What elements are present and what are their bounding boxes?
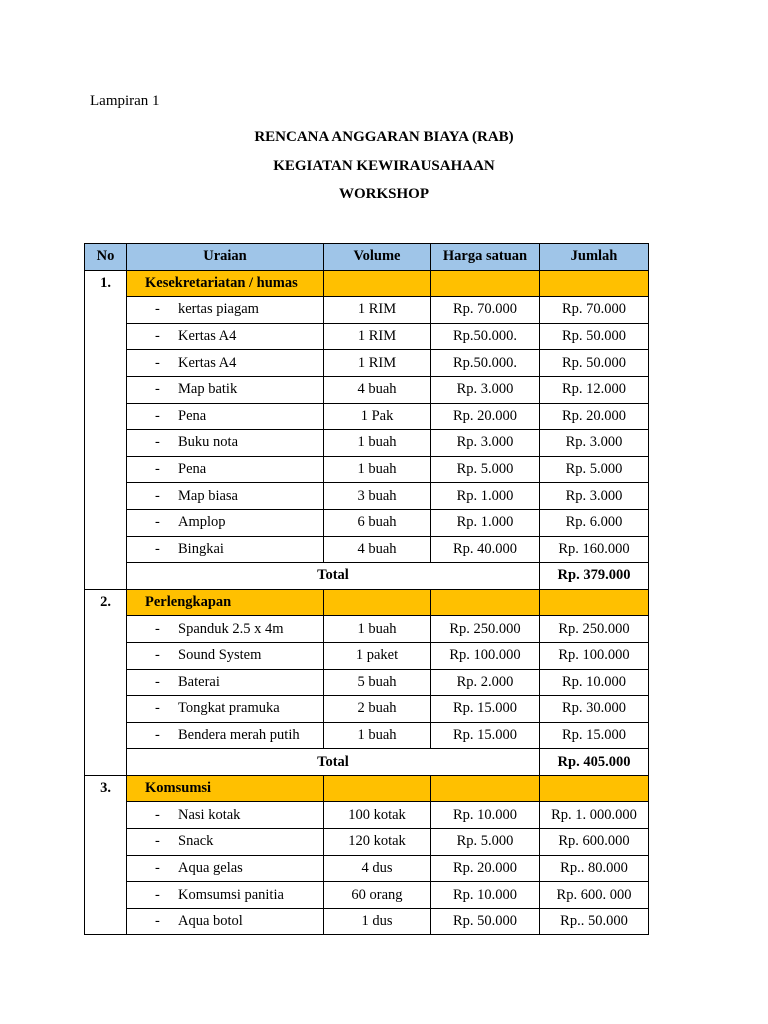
table-row [85, 323, 649, 350]
table-row [85, 642, 649, 669]
item-harga-satuan: Rp. 15.000 [431, 696, 540, 723]
total-row [85, 749, 649, 776]
item-harga-satuan: Rp. 3.000 [431, 430, 540, 457]
item-volume: 60 orang [324, 882, 431, 909]
table-row [85, 669, 649, 696]
item-volume: 6 buah [324, 509, 431, 536]
item-jumlah: Rp. 160.000 [540, 536, 649, 563]
header-harga-satuan: Harga satuan [431, 244, 540, 271]
budget-table [84, 243, 649, 935]
item-dash: - [155, 434, 160, 451]
item-name: Aqua botol [178, 913, 243, 930]
item-name: Spanduk 2.5 x 4m [178, 620, 284, 637]
item-volume: 1 RIM [324, 323, 431, 350]
section-volume-cell [324, 589, 431, 616]
table-row [85, 483, 649, 510]
section-row [85, 270, 649, 297]
table-row [85, 908, 649, 935]
item-jumlah: Rp. 50.000 [540, 323, 649, 350]
item-volume: 2 buah [324, 696, 431, 723]
item-volume: 1 paket [324, 642, 431, 669]
table-row [85, 297, 649, 324]
item-uraian [127, 323, 324, 350]
item-harga-satuan: Rp. 5.000 [431, 456, 540, 483]
item-dash: - [155, 301, 160, 318]
section-jumlah-cell [540, 775, 649, 802]
item-harga-satuan: Rp. 15.000 [431, 722, 540, 749]
section-harga-cell [431, 775, 540, 802]
item-name: Pena [178, 407, 207, 424]
item-uraian [127, 456, 324, 483]
item-volume: 1 dus [324, 908, 431, 935]
item-volume: 5 buah [324, 669, 431, 696]
item-dash: - [155, 886, 160, 903]
table-row [85, 403, 649, 430]
item-uraian [127, 855, 324, 882]
item-name: Map biasa [178, 487, 238, 504]
item-jumlah: Rp. 70.000 [540, 297, 649, 324]
item-harga-satuan: Rp. 3.000 [431, 376, 540, 403]
item-harga-satuan: Rp. 10.000 [431, 802, 540, 829]
item-jumlah: Rp. 1. 000.000 [540, 802, 649, 829]
section-number: 2. [85, 589, 127, 775]
item-harga-satuan: Rp. 100.000 [431, 642, 540, 669]
section-row [85, 775, 649, 802]
header-volume: Volume [324, 244, 431, 271]
item-jumlah: Rp. 20.000 [540, 403, 649, 430]
item-jumlah: Rp. 50.000 [540, 350, 649, 377]
section-harga-cell [431, 589, 540, 616]
table-row [85, 882, 649, 909]
section-title: Komsumsi [127, 775, 324, 802]
section-title: Perlengkapan [127, 589, 324, 616]
item-harga-satuan: Rp. 250.000 [431, 616, 540, 643]
item-uraian [127, 430, 324, 457]
section-harga-cell [431, 270, 540, 297]
item-harga-satuan: Rp. 1.000 [431, 483, 540, 510]
header-uraian: Uraian [127, 244, 324, 271]
item-dash: - [155, 540, 160, 557]
item-jumlah: Rp. 600.000 [540, 829, 649, 856]
item-jumlah: Rp. 10.000 [540, 669, 649, 696]
item-name: Kertas A4 [178, 328, 237, 345]
item-dash: - [155, 673, 160, 690]
item-name: Pena [178, 461, 207, 478]
item-harga-satuan: Rp. 50.000 [431, 908, 540, 935]
table-row [85, 855, 649, 882]
section-volume-cell [324, 775, 431, 802]
item-harga-satuan: Rp.50.000. [431, 350, 540, 377]
item-jumlah: Rp. 5.000 [540, 456, 649, 483]
document-title: RENCANA ANGGARAN BIAYA (RAB) [254, 129, 514, 145]
item-volume: 120 kotak [324, 829, 431, 856]
table-row [85, 696, 649, 723]
item-volume: 1 buah [324, 722, 431, 749]
header-jumlah: Jumlah [540, 244, 649, 271]
item-uraian [127, 536, 324, 563]
item-uraian [127, 616, 324, 643]
section-row [85, 589, 649, 616]
total-row [85, 563, 649, 590]
item-uraian [127, 403, 324, 430]
item-name: Buku nota [178, 434, 239, 451]
table-row [85, 722, 649, 749]
item-volume: 1 Pak [324, 403, 431, 430]
table-row [85, 509, 649, 536]
item-uraian [127, 509, 324, 536]
item-name: Bingkai [178, 540, 224, 557]
table-row [85, 376, 649, 403]
table-row [85, 829, 649, 856]
item-harga-satuan: Rp. 20.000 [431, 403, 540, 430]
item-volume: 1 RIM [324, 350, 431, 377]
item-uraian [127, 297, 324, 324]
item-uraian [127, 722, 324, 749]
table-row [85, 802, 649, 829]
item-name: Snack [178, 833, 214, 850]
item-name: Aqua gelas [178, 859, 243, 876]
item-volume: 1 buah [324, 616, 431, 643]
item-uraian [127, 882, 324, 909]
item-uraian [127, 376, 324, 403]
item-jumlah: Rp.. 50.000 [540, 908, 649, 935]
item-volume: 1 buah [324, 430, 431, 457]
item-volume: 1 buah [324, 456, 431, 483]
item-harga-satuan: Rp. 2.000 [431, 669, 540, 696]
item-harga-satuan: Rp. 20.000 [431, 855, 540, 882]
item-dash: - [155, 913, 160, 930]
item-volume: 1 RIM [324, 297, 431, 324]
table-row [85, 430, 649, 457]
item-jumlah: Rp. 15.000 [540, 722, 649, 749]
item-dash: - [155, 647, 160, 664]
item-dash: - [155, 859, 160, 876]
item-volume: 4 buah [324, 536, 431, 563]
item-jumlah: Rp. 30.000 [540, 696, 649, 723]
item-dash: - [155, 487, 160, 504]
section-number: 3. [85, 775, 127, 935]
item-dash: - [155, 381, 160, 398]
total-value: Rp. 379.000 [540, 563, 649, 590]
total-value: Rp. 405.000 [540, 749, 649, 776]
item-uraian [127, 642, 324, 669]
item-harga-satuan: Rp.50.000. [431, 323, 540, 350]
item-dash: - [155, 328, 160, 345]
item-volume: 4 dus [324, 855, 431, 882]
item-dash: - [155, 726, 160, 743]
item-dash: - [155, 806, 160, 823]
activity-title: KEGIATAN KEWIRAUSAHAAN [273, 158, 495, 174]
item-dash: - [155, 354, 160, 371]
item-dash: - [155, 514, 160, 531]
item-uraian [127, 669, 324, 696]
item-name: Amplop [178, 514, 226, 531]
item-dash: - [155, 700, 160, 717]
item-jumlah: Rp. 3.000 [540, 483, 649, 510]
item-harga-satuan: Rp. 40.000 [431, 536, 540, 563]
table-header-row [85, 244, 649, 271]
item-harga-satuan: Rp. 70.000 [431, 297, 540, 324]
section-number: 1. [85, 270, 127, 589]
item-jumlah: Rp. 250.000 [540, 616, 649, 643]
item-dash: - [155, 461, 160, 478]
item-uraian [127, 696, 324, 723]
item-dash: - [155, 407, 160, 424]
item-name: Map batik [178, 381, 238, 398]
item-uraian [127, 802, 324, 829]
item-name: kertas piagam [178, 301, 259, 318]
item-name: Tongkat pramuka [178, 700, 280, 717]
item-name: Bendera merah putih [178, 726, 300, 743]
item-jumlah: Rp. 3.000 [540, 430, 649, 457]
item-harga-satuan: Rp. 5.000 [431, 829, 540, 856]
item-dash: - [155, 833, 160, 850]
item-name: Kertas A4 [178, 354, 237, 371]
item-name: Nasi kotak [178, 806, 241, 823]
item-harga-satuan: Rp. 1.000 [431, 509, 540, 536]
section-title: Kesekretariatan / humas [127, 270, 324, 297]
section-jumlah-cell [540, 270, 649, 297]
section-volume-cell [324, 270, 431, 297]
item-name: Komsumsi panitia [178, 886, 284, 903]
item-uraian [127, 350, 324, 377]
item-jumlah: Rp. 600. 000 [540, 882, 649, 909]
item-uraian [127, 908, 324, 935]
table-row [85, 350, 649, 377]
item-uraian [127, 483, 324, 510]
item-jumlah: Rp. 12.000 [540, 376, 649, 403]
item-name: Baterai [178, 673, 220, 690]
event-title: WORKSHOP [338, 186, 429, 202]
item-harga-satuan: Rp. 10.000 [431, 882, 540, 909]
table-row [85, 616, 649, 643]
item-uraian [127, 829, 324, 856]
item-jumlah: Rp. 6.000 [540, 509, 649, 536]
item-volume: 3 buah [324, 483, 431, 510]
item-dash: - [155, 620, 160, 637]
table-row [85, 456, 649, 483]
total-label: Total [127, 749, 540, 776]
item-volume: 100 kotak [324, 802, 431, 829]
table-body [85, 270, 649, 935]
item-jumlah: Rp. 100.000 [540, 642, 649, 669]
header-no: No [85, 244, 127, 271]
section-jumlah-cell [540, 589, 649, 616]
item-name: Sound System [178, 647, 262, 664]
item-volume: 4 buah [324, 376, 431, 403]
item-jumlah: Rp.. 80.000 [540, 855, 649, 882]
attachment-label: Lampiran 1 [90, 93, 160, 109]
table-row [85, 536, 649, 563]
total-label: Total [127, 563, 540, 590]
